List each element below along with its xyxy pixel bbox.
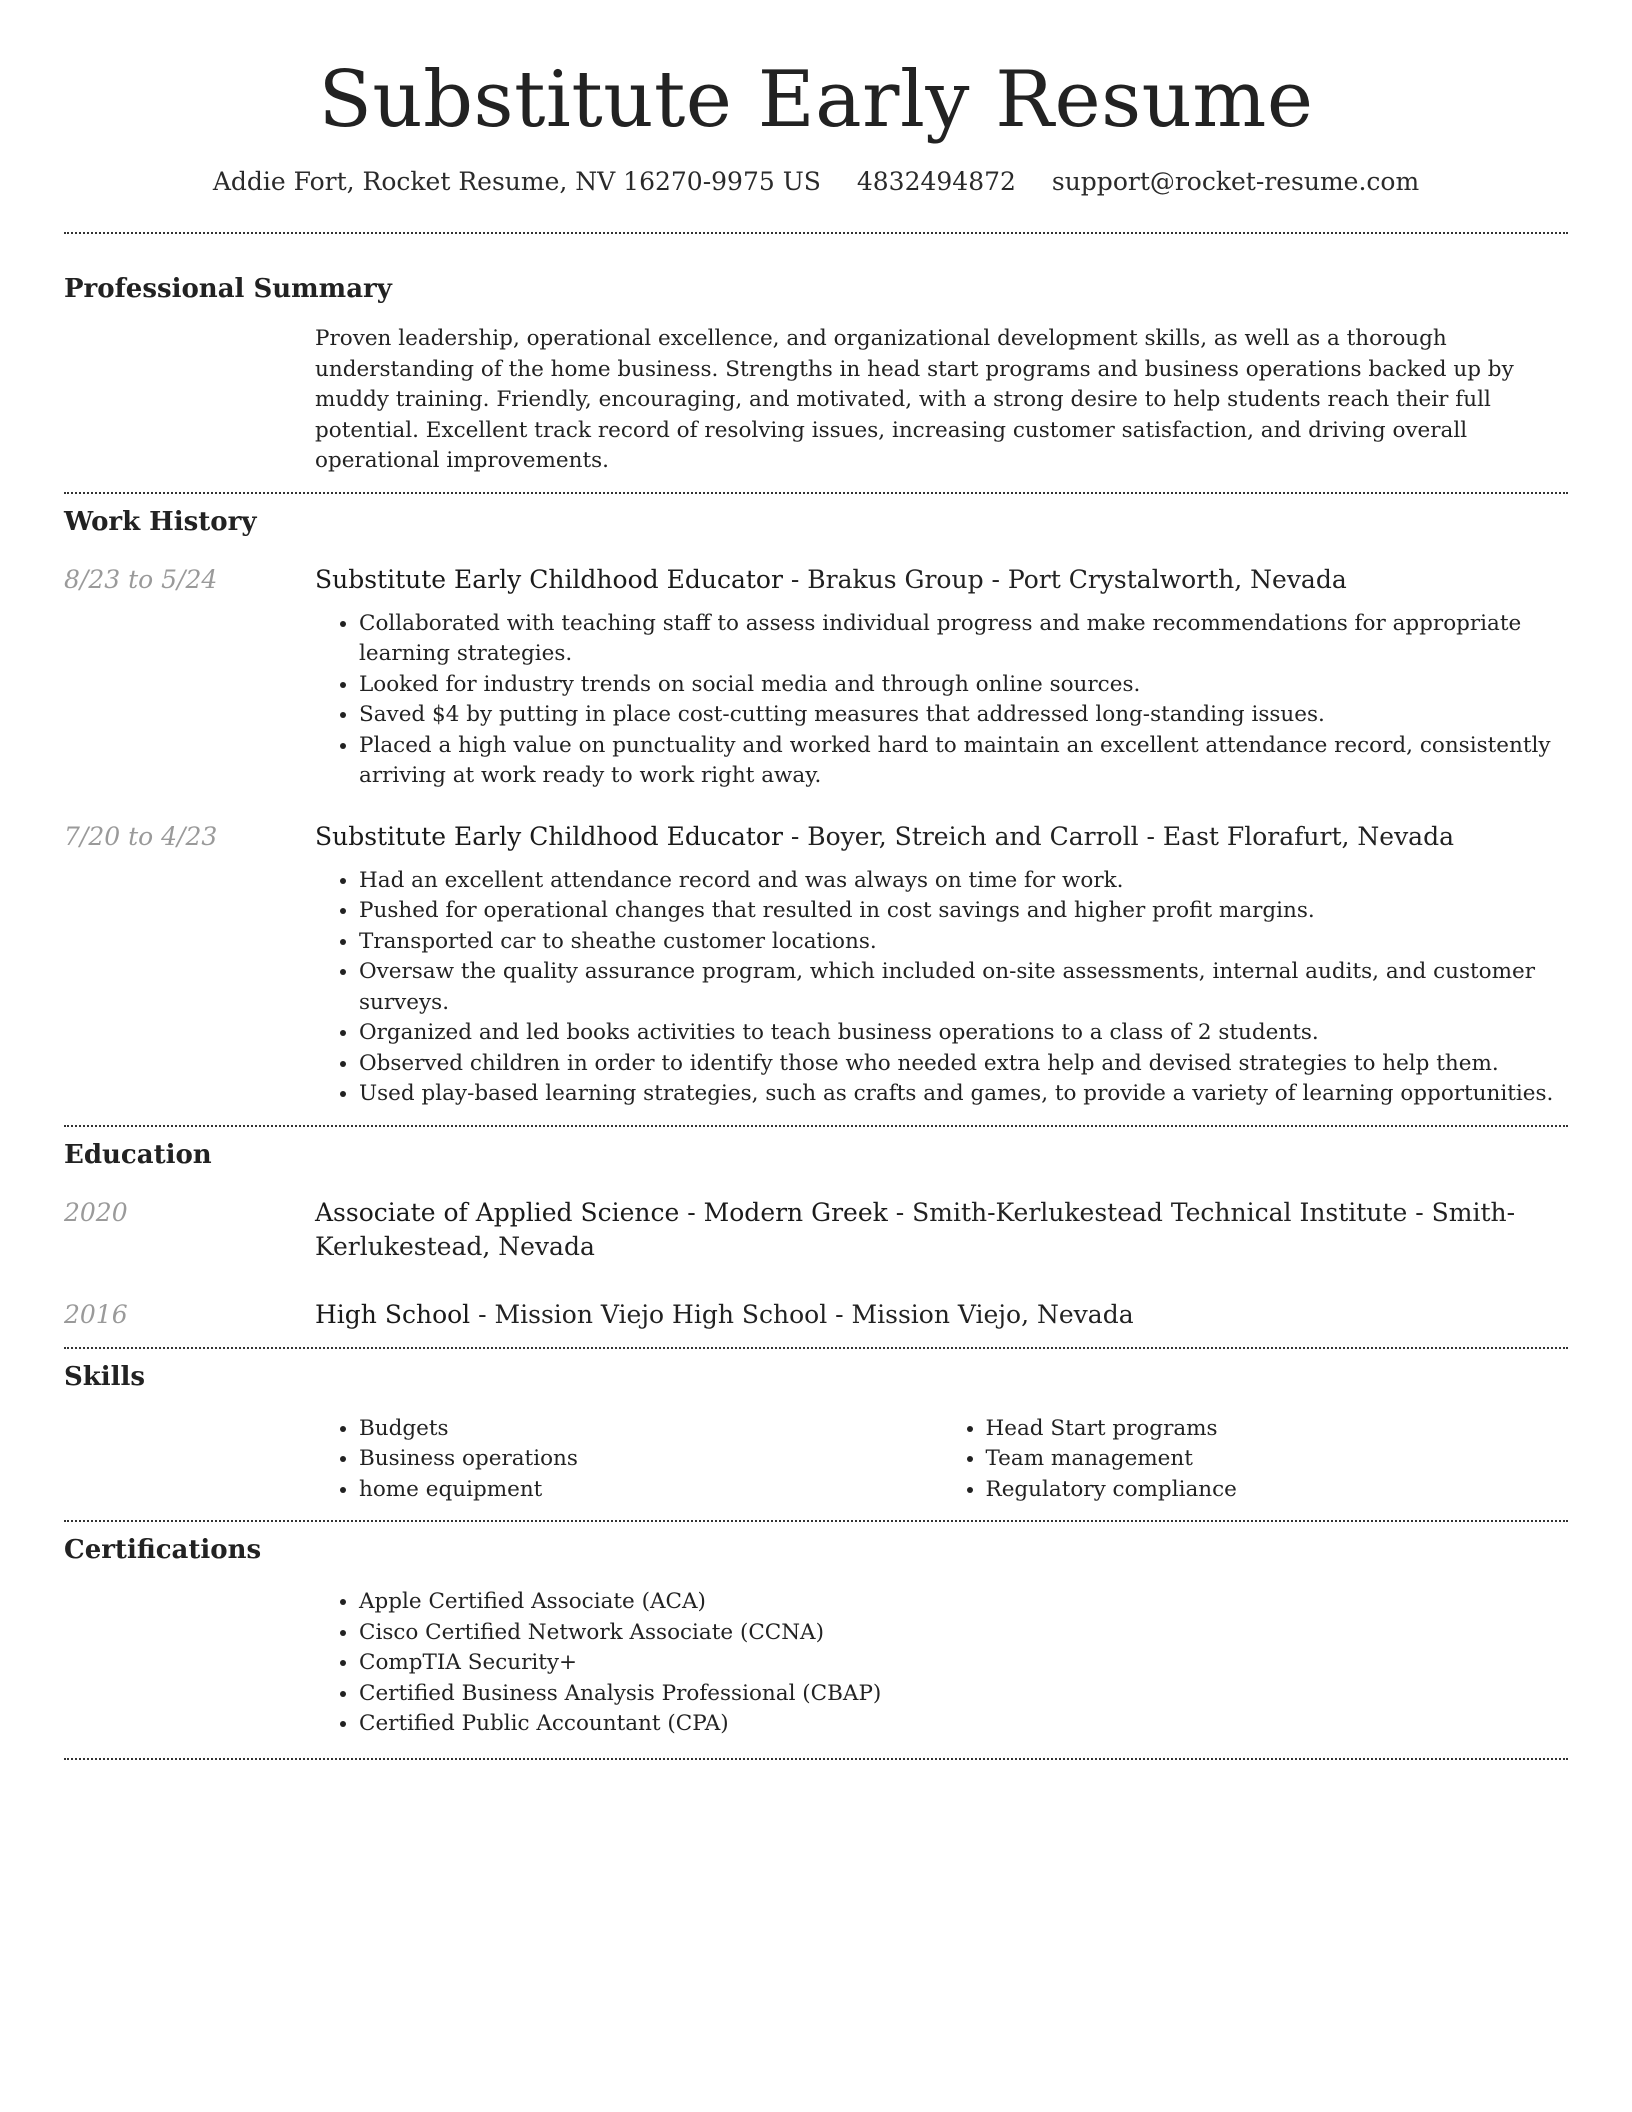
job-employer: - Boyer, Streich and Carroll - East Florafurt, Nevada <box>782 821 1454 851</box>
resume-name: Substitute Early Resume <box>318 55 1314 145</box>
education-school: - Smith-Kerlukestead Technical Institute - Smith-Kerlukestead, Nevada <box>315 1197 1516 1261</box>
summary-heading: Professional Summary <box>64 274 392 304</box>
skills-list-left <box>315 1414 942 1506</box>
divider <box>64 232 1568 234</box>
job-title <box>315 563 1568 597</box>
certifications-heading: Certifications <box>64 1535 262 1565</box>
list-item: • Had an excellent attendance record and was always on time for work. <box>359 866 1568 897</box>
list-item: • Saved $4 by putting in place cost-cutting measures that addressed long-standing issues. <box>359 700 1568 731</box>
list-item: • Placed a high value on punctuality and worked hard to maintain an excellent attendance record, consistently arriving at work ready to work right away. <box>359 731 1568 792</box>
list-item: • home equipment <box>359 1475 942 1506</box>
job-entry <box>64 563 1568 792</box>
certifications-section <box>64 1533 1568 1740</box>
list-item: • Cisco Certified Network Associate (CCNA) <box>359 1618 1568 1649</box>
summary-section <box>64 272 1568 477</box>
contact-line <box>64 166 1568 198</box>
job-bullets <box>315 609 1568 792</box>
education-title <box>315 1196 1568 1264</box>
education-section <box>64 1138 1568 1332</box>
education-heading: Education <box>64 1139 212 1170</box>
list-item: • Transported car to sheathe customer locations. <box>359 927 1568 958</box>
education-title <box>315 1298 1568 1332</box>
certifications-list <box>315 1587 1568 1740</box>
education-school: - Mission Viejo High School - Mission Viejo, Nevada <box>470 1299 1134 1329</box>
job-title <box>315 820 1568 854</box>
summary-text: Proven leadership, operational excellence, and organizational development skills, as well as a thorough understanding of the home business. Strengths in head start programs and business operations backed up by muddy training. Friendly, encouraging, and motivated, with a strong desire to help students reach their full potential. Excellent track record of resolving issues, increasing customer satisfaction, and driving overall operational improvements. <box>315 326 1514 473</box>
list-item: • Pushed for operational changes that resulted in cost savings and higher profit margins. <box>359 896 1568 927</box>
list-item: • Certified Public Accountant (CPA) <box>359 1709 1568 1740</box>
contact-address: Addie Fort, Rocket Resume, NV 16270-9975 US <box>212 167 821 196</box>
job-dates: 7/20 to 4/23 <box>64 821 218 851</box>
list-item: • Head Start programs <box>986 1414 1569 1445</box>
divider <box>64 1520 1568 1522</box>
resume-page <box>64 0 1568 1760</box>
list-item: • Team management <box>986 1444 1569 1475</box>
job-entry <box>64 820 1568 1110</box>
education-degree: Associate of Applied Science - Modern Greek <box>315 1197 888 1227</box>
skills-section <box>64 1360 1568 1506</box>
list-item: • CompTIA Security+ <box>359 1648 1568 1679</box>
list-item: • Budgets <box>359 1414 942 1445</box>
list-item: • Looked for industry trends on social media and through online sources. <box>359 670 1568 701</box>
list-item: • Observed children in order to identify those who needed extra help and devised strategies to help them. <box>359 1049 1568 1080</box>
skills-list-right <box>942 1414 1569 1506</box>
divider <box>64 492 1568 494</box>
education-year: 2020 <box>64 1197 128 1227</box>
list-item: • Used play-based learning strategies, such as crafts and games, to provide a variety of learning opportunities. <box>359 1079 1568 1110</box>
skills-heading: Skills <box>64 1361 146 1392</box>
list-item: • Organized and led books activities to teach business operations to a class of 2 students. <box>359 1018 1568 1049</box>
job-dates: 8/23 to 5/24 <box>64 564 218 594</box>
contact-email: support@rocket-resume.com <box>1051 167 1420 196</box>
list-item: • Regulatory compliance <box>986 1475 1569 1506</box>
divider <box>64 1758 1568 1760</box>
job-bullets <box>315 866 1568 1110</box>
job-role: Substitute Early Childhood Educator <box>315 821 783 851</box>
divider <box>64 1347 1568 1349</box>
list-item: • Collaborated with teaching staff to assess individual progress and make recommendations for appropriate learning strategies. <box>359 609 1568 670</box>
job-role: Substitute Early Childhood Educator <box>315 564 783 594</box>
list-item: • Certified Business Analysis Professional (CBAP) <box>359 1679 1568 1710</box>
work-history-section <box>64 505 1568 1110</box>
education-year: 2016 <box>64 1299 128 1329</box>
contact-phone: 4832494872 <box>856 167 1016 196</box>
list-item: • Business operations <box>359 1444 942 1475</box>
skills-columns <box>315 1414 1568 1506</box>
education-entry <box>64 1298 1568 1332</box>
work-history-heading: Work History <box>64 506 257 537</box>
list-item: • Oversaw the quality assurance program, which included on-site assessments, internal audits, and customer surveys. <box>359 957 1568 1018</box>
education-degree: High School <box>315 1299 471 1329</box>
education-entry <box>64 1196 1568 1264</box>
divider <box>64 1125 1568 1127</box>
list-item: • Apple Certified Associate (ACA) <box>359 1587 1568 1618</box>
job-employer: - Brakus Group - Port Crystalworth, Nevada <box>782 564 1347 594</box>
